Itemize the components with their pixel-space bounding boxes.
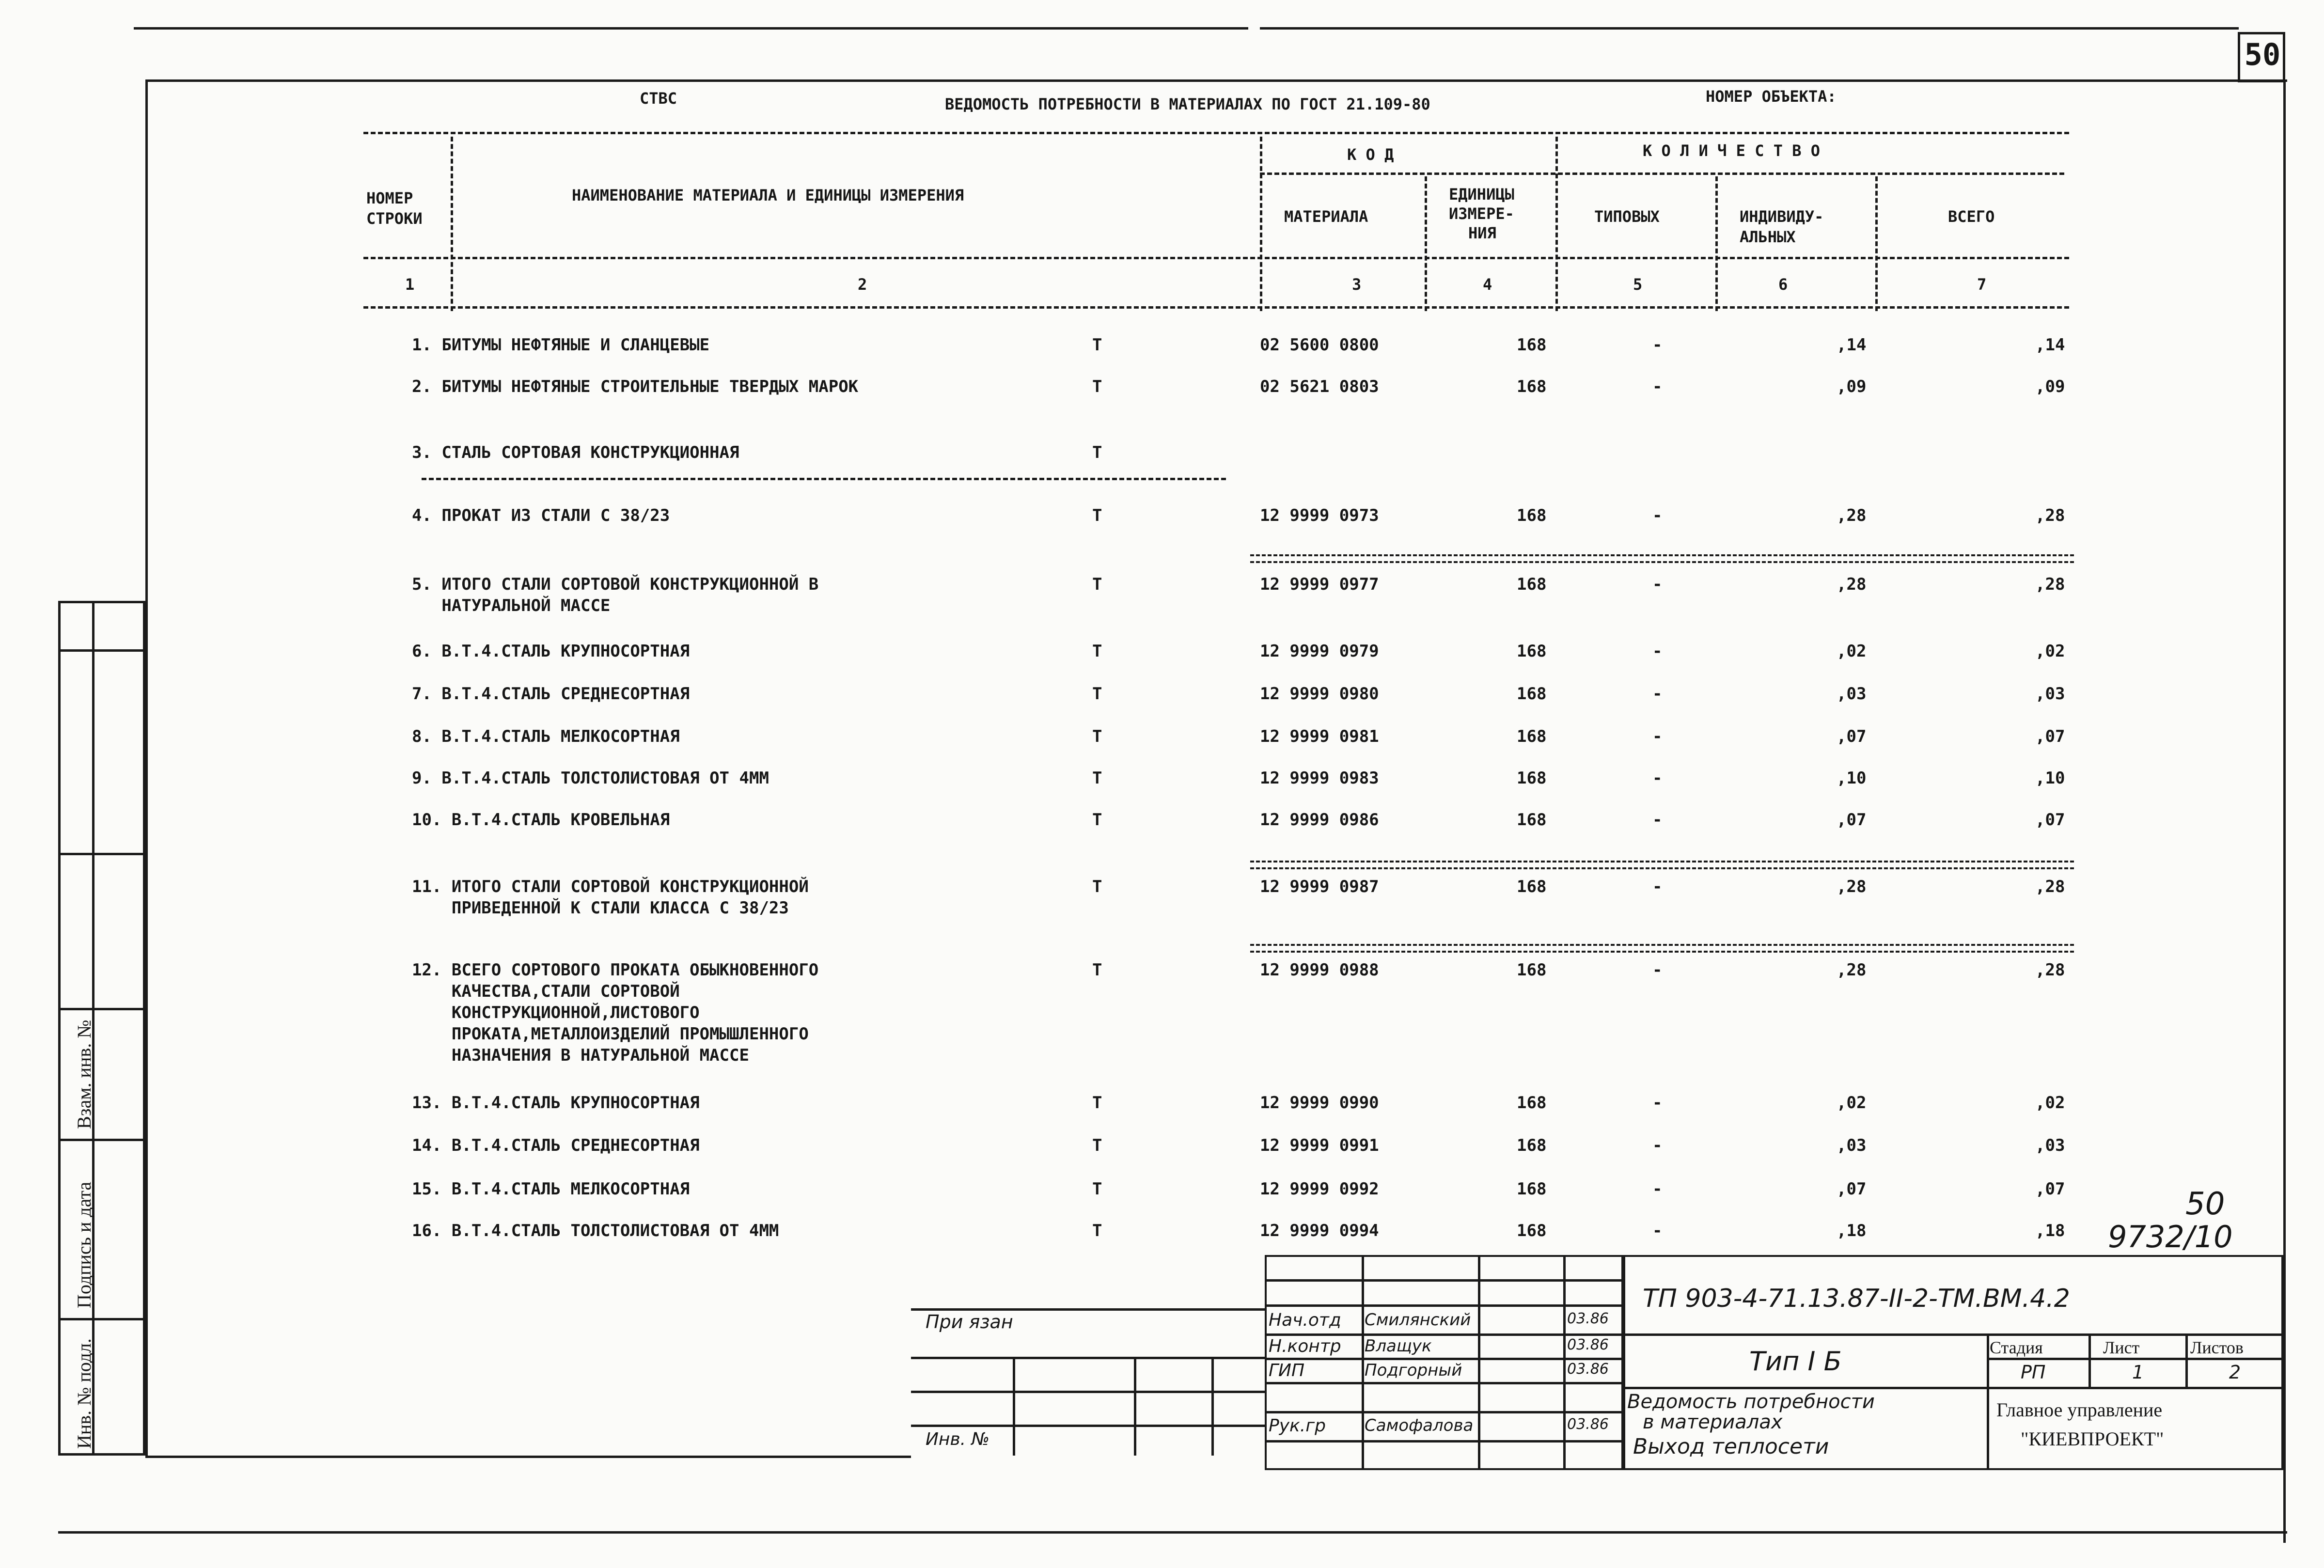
sig-name-3: Подгорный	[1365, 1361, 1462, 1380]
col-unit-code-3: НИЯ	[1468, 224, 1496, 242]
stage-label: Стадия	[1990, 1338, 2043, 1357]
hdr-sep-1	[451, 137, 453, 311]
row-name-line: 3. СТАЛЬ СОРТОВАЯ КОНСТРУКЦИОННАЯ	[412, 443, 739, 462]
row-12-name	[412, 959, 818, 1066]
row-16-unit: Т	[1092, 1221, 1102, 1240]
row-name-line: НАТУРАЛЬНОЙ МАССЕ	[412, 596, 611, 615]
row-12-code: 12 9999 0988	[1260, 960, 1379, 980]
hdr-sep-3	[1425, 176, 1427, 311]
row-10-unit-code: 168	[1517, 810, 1547, 830]
row-15-unit: Т	[1092, 1179, 1102, 1199]
row-7-typical: -	[1652, 684, 1663, 704]
row-13-unit: Т	[1092, 1093, 1102, 1113]
row-13-name	[412, 1092, 700, 1113]
row-11-unit-code: 168	[1517, 877, 1547, 896]
row-name-line: 16. В.Т.4.СТАЛЬ ТОЛСТОЛИСТОВАЯ ОТ 4ММ	[412, 1221, 779, 1240]
row-name-line: 6. В.Т.4.СТАЛЬ КРУПНОСОРТНАЯ	[412, 642, 690, 661]
row-15-name	[412, 1178, 690, 1200]
row-6-code: 12 9999 0979	[1260, 642, 1379, 661]
row-10-individual: ,07	[1837, 810, 1867, 830]
row-2-unit-code: 168	[1517, 377, 1547, 396]
frame-right	[2283, 79, 2286, 1543]
row-10-unit: Т	[1092, 810, 1102, 830]
row-16-unit-code: 168	[1517, 1221, 1547, 1240]
header-object-number: НОМЕР ОБЪЕКТА:	[1706, 87, 1837, 106]
row-6-total: ,02	[2035, 642, 2065, 661]
row-14-code: 12 9999 0991	[1260, 1136, 1379, 1155]
side-stamp-row-3	[58, 1008, 145, 1010]
row-6-typical: -	[1652, 642, 1663, 661]
hdr-sep-2	[1260, 137, 1262, 311]
row-4-total: ,28	[2035, 506, 2065, 525]
row-16-code: 12 9999 0994	[1260, 1221, 1379, 1240]
frame-left	[145, 79, 148, 1456]
top-edge-right	[1260, 27, 2239, 30]
col-unit-code-1: ЕДИНИЦЫ	[1449, 185, 1514, 204]
row-9-code: 12 9999 0983	[1260, 768, 1379, 788]
side-label-inv: Инв. № подл.	[73, 1338, 95, 1449]
side-label-signature: Подпись и дата	[73, 1181, 95, 1308]
sig-role-1: Нач.отд	[1269, 1310, 1341, 1330]
row-4-typical: -	[1652, 506, 1663, 525]
row-12-unit-code: 168	[1517, 960, 1547, 980]
row-2-unit: Т	[1092, 377, 1102, 396]
row-8-total: ,07	[2035, 727, 2065, 746]
col-row-number-2: СТРОКИ	[366, 209, 423, 228]
stage-value: РП	[2021, 1362, 2046, 1383]
row-9-unit-code: 168	[1517, 768, 1547, 788]
row-9-individual: ,10	[1837, 768, 1867, 788]
row-16-total: ,18	[2035, 1221, 2065, 1240]
col-name: НАИМЕНОВАНИЕ МАТЕРИАЛА И ЕДИНИЦЫ ИЗМЕРЕНИЯ	[572, 186, 964, 204]
row-6-unit-code: 168	[1517, 642, 1547, 661]
row-14-name	[412, 1135, 700, 1156]
header-rule-mid	[363, 257, 2069, 259]
col-total: ВСЕГО	[1948, 207, 1995, 226]
title-block	[1265, 1255, 2283, 1470]
row-name-line: 2. БИТУМЫ НЕФТЯНЫЕ СТРОИТЕЛЬНЫЕ ТВЕРДЫХ МАРОК	[412, 377, 859, 396]
sig-role-2: Н.контр	[1269, 1336, 1341, 1356]
sheets-label: Листов	[2190, 1338, 2244, 1357]
side-label-replace: Взам. инв. №	[73, 1019, 95, 1129]
row-2-individual: ,09	[1837, 377, 1867, 396]
row-8-code: 12 9999 0981	[1260, 727, 1379, 746]
row-5-code: 12 9999 0977	[1260, 575, 1379, 594]
row-11-name	[412, 876, 809, 919]
row-name-line: 4. ПРОКАТ ИЗ СТАЛИ С 38/23	[412, 506, 670, 525]
row-6-individual: ,02	[1837, 642, 1867, 661]
org-line-2: "КИЕВПРОЕКТ"	[2021, 1428, 2164, 1450]
side-stamp-row-2	[58, 853, 145, 855]
row-name-line: НАЗНАЧЕНИЯ В НАТУРАЛЬНОЙ МАССЕ	[412, 1046, 749, 1065]
row-name-line: 15. В.Т.4.СТАЛЬ МЕЛКОСОРТНАЯ	[412, 1179, 690, 1199]
row-name-line: ПРОКАТА,МЕТАЛЛОИЗДЕЛИЙ ПРОМЫШЛЕННОГО	[412, 1024, 809, 1044]
row-9-name	[412, 768, 769, 789]
row-4-unit: Т	[1092, 506, 1102, 525]
row-4-individual: ,28	[1837, 506, 1867, 525]
doc-code: ТП 903-4-71.13.87-II-2-ТМ.ВМ.4.2	[1643, 1284, 2070, 1313]
row-13-total: ,02	[2035, 1093, 2065, 1113]
row-7-unit-code: 168	[1517, 684, 1547, 704]
row-14-typical: -	[1652, 1136, 1663, 1155]
description-1: Ведомость потребности	[1627, 1391, 1875, 1413]
page-number: 50	[2244, 37, 2281, 72]
top-edge-left	[134, 27, 1248, 30]
org-line-1: Главное управление	[1996, 1399, 2163, 1421]
row-7-total: ,03	[2035, 684, 2065, 704]
row-10-total: ,07	[2035, 810, 2065, 830]
row-8-name	[412, 726, 680, 747]
col-individual-1: ИНДИВИДУ-	[1740, 207, 1824, 226]
row-9-total: ,10	[2035, 768, 2065, 788]
row-name-line: 13. В.Т.4.СТАЛЬ КРУПНОСОРТНАЯ	[412, 1093, 700, 1113]
row-10-typical: -	[1652, 810, 1663, 830]
handwritten-page-number: 50	[2185, 1186, 2225, 1222]
row-name-line: КАЧЕСТВА,СТАЛИ СОРТОВОЙ	[412, 982, 680, 1001]
sig-date-2: 03.86	[1567, 1336, 1609, 1353]
row-1-unit: Т	[1092, 335, 1102, 355]
side-stamp	[58, 601, 145, 1456]
row-name-line: 1. БИТУМЫ НЕФТЯНЫЕ И СЛАНЦЕВЫЕ	[412, 335, 710, 355]
sheet-label: Лист	[2103, 1338, 2140, 1357]
sig-role-3: ГИП	[1269, 1361, 1305, 1380]
side-stamp-row-4	[58, 1139, 145, 1141]
col-material-code: МАТЕРИАЛА	[1284, 207, 1368, 226]
section-rule-11	[1250, 861, 2074, 869]
header-code: СТВС	[640, 89, 677, 108]
header-title: ВЕДОМОСТЬ ПОТРЕБНОСТИ В МАТЕРИАЛАХ ПО ГОСТ 21.109-80	[945, 95, 1430, 113]
row-16-typical: -	[1652, 1221, 1663, 1240]
row-4-unit-code: 168	[1517, 506, 1547, 525]
row-14-total: ,03	[2035, 1136, 2065, 1155]
row-name-line: 11. ИТОГО СТАЛИ СОРТОВОЙ КОНСТРУКЦИОННОЙ	[412, 877, 809, 896]
sheet-value: 1	[2132, 1362, 2144, 1383]
col-number-1: 1	[405, 275, 415, 294]
row-name-line: 10. В.Т.4.СТАЛЬ КРОВЕЛЬНАЯ	[412, 810, 670, 830]
sig-role-4: Рук.гр	[1269, 1416, 1326, 1436]
header-rule-top	[363, 132, 2069, 134]
row-5-typical: -	[1652, 575, 1663, 594]
sig-date-3: 03.86	[1567, 1361, 1609, 1378]
side-stamp-row-1	[58, 649, 145, 652]
row-12-total: ,28	[2035, 960, 2065, 980]
row-15-total: ,07	[2035, 1179, 2065, 1199]
description-2: в материалах	[1643, 1411, 1783, 1433]
sig-date-1: 03.86	[1567, 1310, 1609, 1327]
side-stamp-row-5	[58, 1318, 145, 1320]
row-15-code: 12 9999 0992	[1260, 1179, 1379, 1199]
row-4-name	[412, 505, 670, 526]
frame-top	[145, 79, 2287, 82]
row-7-name	[412, 683, 690, 705]
hdr-sep-4	[1555, 137, 1558, 311]
row-15-unit-code: 168	[1517, 1179, 1547, 1199]
row-13-individual: ,02	[1837, 1093, 1867, 1113]
row-15-individual: ,07	[1837, 1179, 1867, 1199]
row-13-unit-code: 168	[1517, 1093, 1547, 1113]
row-3-unit: Т	[1092, 443, 1102, 462]
row-5-unit-code: 168	[1517, 575, 1547, 594]
row-name-line: КОНСТРУКЦИОННОЙ,ЛИСТОВОГО	[412, 1003, 700, 1022]
col-number-3: 3	[1352, 275, 1362, 294]
row-16-individual: ,18	[1837, 1221, 1867, 1240]
row-9-unit: Т	[1092, 768, 1102, 788]
section-rule-5	[1250, 554, 2074, 563]
row-8-unit-code: 168	[1517, 727, 1547, 746]
row-2-name	[412, 376, 858, 397]
sig-name-2: Влащук	[1365, 1336, 1432, 1356]
row-name-line: ПРИВЕДЕННОЙ К СТАЛИ КЛАССА С 38/23	[412, 898, 789, 918]
row-16-name	[412, 1220, 779, 1241]
row-1-typical: -	[1652, 335, 1663, 355]
hdr-sep-5	[1715, 176, 1718, 311]
header-rule-code	[1260, 172, 2064, 175]
row-8-individual: ,07	[1837, 727, 1867, 746]
row-6-unit: Т	[1092, 642, 1102, 661]
section-rule-12	[1250, 944, 2074, 953]
row-1-individual: ,14	[1837, 335, 1867, 355]
row-name-line: 8. В.Т.4.СТАЛЬ МЕЛКОСОРТНАЯ	[412, 727, 680, 746]
header-rule-bottom	[363, 306, 2069, 309]
sig-name-4: Самофалова	[1365, 1416, 1474, 1435]
row-name-line: 5. ИТОГО СТАЛИ СОРТОВОЙ КОНСТРУКЦИОННОЙ В	[412, 575, 819, 594]
inv-no-label: Инв. №	[926, 1429, 990, 1449]
frame-bottom	[145, 1456, 911, 1458]
row-7-unit: Т	[1092, 684, 1102, 704]
col-number-4: 4	[1483, 275, 1492, 294]
hdr-sep-6	[1875, 176, 1878, 311]
row-2-total: ,09	[2035, 377, 2065, 396]
row-14-unit-code: 168	[1517, 1136, 1547, 1155]
row-5-name	[412, 574, 818, 616]
sig-name-1: Смилянский	[1365, 1310, 1471, 1330]
row-7-code: 12 9999 0980	[1260, 684, 1379, 704]
row-7-individual: ,03	[1837, 684, 1867, 704]
row-11-code: 12 9999 0987	[1260, 877, 1379, 896]
row-14-individual: ,03	[1837, 1136, 1867, 1155]
row-9-typical: -	[1652, 768, 1663, 788]
col-unit-code-2: ИЗМЕРЕ-	[1449, 204, 1514, 223]
row-15-typical: -	[1652, 1179, 1663, 1199]
row-11-typical: -	[1652, 877, 1663, 896]
row-1-total: ,14	[2035, 335, 2065, 355]
col-individual-2: АЛЬНЫХ	[1740, 228, 1796, 246]
col-quantity-group: К О Л И Ч Е С Т В О	[1643, 141, 1821, 160]
row-12-individual: ,28	[1837, 960, 1867, 980]
row-14-unit: Т	[1092, 1136, 1102, 1155]
description-3: Выход теплосети	[1633, 1434, 1829, 1459]
row-8-unit: Т	[1092, 727, 1102, 746]
handwritten-page-ref: 9732/10	[2108, 1219, 2233, 1254]
col-number-6: 6	[1778, 275, 1788, 294]
row-10-name	[412, 809, 670, 831]
row-2-code: 02 5621 0803	[1260, 377, 1379, 396]
type-label: Тип I Б	[1749, 1346, 1842, 1377]
row-11-total: ,28	[2035, 877, 2065, 896]
row-8-typical: -	[1652, 727, 1663, 746]
row-name-line: 7. В.Т.4.СТАЛЬ СРЕДНЕСОРТНАЯ	[412, 684, 690, 704]
row-1-code: 02 5600 0800	[1260, 335, 1379, 355]
row-12-unit: Т	[1092, 960, 1102, 980]
row-11-unit: Т	[1092, 877, 1102, 896]
row-2-typical: -	[1652, 377, 1663, 396]
col-number-2: 2	[858, 275, 867, 294]
row-11-individual: ,28	[1837, 877, 1867, 896]
row-4-code: 12 9999 0973	[1260, 506, 1379, 525]
row-12-typical: -	[1652, 960, 1663, 980]
row-name-line: 9. В.Т.4.СТАЛЬ ТОЛСТОЛИСТОВАЯ ОТ 4ММ	[412, 768, 769, 788]
col-code-group: К О Д	[1347, 145, 1394, 164]
row-name-line: 14. В.Т.4.СТАЛЬ СРЕДНЕСОРТНАЯ	[412, 1136, 700, 1155]
col-typical: ТИПОВЫХ	[1594, 207, 1660, 226]
col-row-number-1: НОМЕР	[366, 189, 413, 207]
row-13-typical: -	[1652, 1093, 1663, 1113]
row-name-line: 12. ВСЕГО СОРТОВОГО ПРОКАТА ОБЫКНОВЕННОГО	[412, 960, 819, 980]
sig-date-4: 03.86	[1567, 1416, 1609, 1433]
row-5-unit: Т	[1092, 575, 1102, 594]
row-5-individual: ,28	[1837, 575, 1867, 594]
section-rule-3	[422, 478, 1226, 480]
row-1-name	[412, 334, 709, 356]
col-number-7: 7	[1977, 275, 1987, 294]
sheets-value: 2	[2229, 1362, 2241, 1383]
bottom-edge	[58, 1531, 2287, 1534]
row-5-total: ,28	[2035, 575, 2065, 594]
row-3-name	[412, 442, 739, 463]
row-10-code: 12 9999 0986	[1260, 810, 1379, 830]
attached-label: При язан	[926, 1311, 1013, 1333]
col-number-5: 5	[1633, 275, 1643, 294]
row-6-name	[412, 641, 690, 662]
row-13-code: 12 9999 0990	[1260, 1093, 1379, 1113]
row-1-unit-code: 168	[1517, 335, 1547, 355]
